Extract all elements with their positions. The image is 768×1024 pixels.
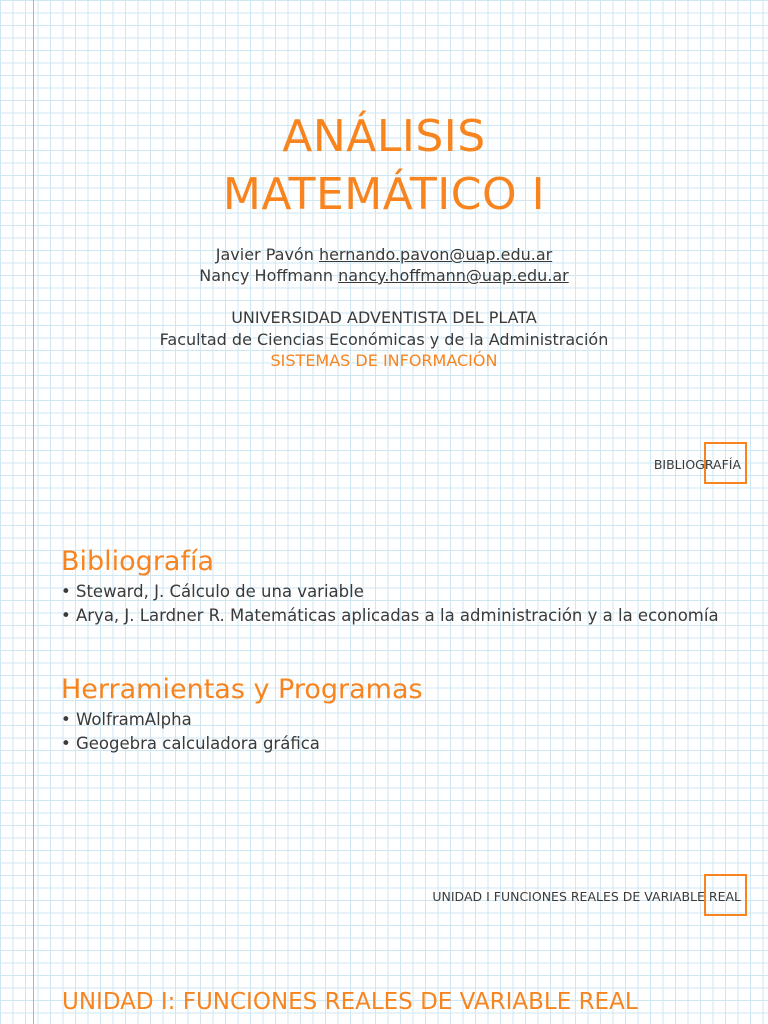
list-item: • WolframAlpha xyxy=(61,710,192,729)
author-1-name: Javier Pavón xyxy=(215,245,314,264)
program-name: SISTEMAS DE INFORMACIÓN xyxy=(270,351,498,370)
page-title xyxy=(0,108,768,224)
faculty-name: Facultad de Ciencias Económicas y de la Administración xyxy=(159,329,609,349)
unidad1-heading: UNIDAD I: FUNCIONES REALES DE VARIABLE REAL xyxy=(62,989,638,1015)
institution-block xyxy=(0,307,768,372)
university-name: UNIVERSIDAD ADVENTISTA DEL PLATA xyxy=(231,308,537,327)
list-item: • Geogebra calculadora gráfica xyxy=(61,733,320,753)
herramientas-section xyxy=(61,672,751,755)
author-2-name: Nancy Hoffmann xyxy=(199,266,334,285)
author-1-email-link[interactable]: hernando.pavon@uap.edu.ar xyxy=(318,245,553,264)
title-line-2: MATEMÁTICO I xyxy=(222,169,546,220)
list-item: • Arya, J. Lardner R. Matemáticas aplicadas a la administración y a la economía xyxy=(61,605,719,625)
section-marker-box xyxy=(704,442,747,484)
bibliografia-section xyxy=(61,544,751,627)
herramientas-heading: Herramientas y Programas xyxy=(61,674,423,705)
section-tag-bibliografia[interactable] xyxy=(654,442,741,486)
section-marker-box xyxy=(704,874,747,916)
author-1 xyxy=(0,244,768,265)
bibliografia-heading: Bibliografía xyxy=(61,546,215,577)
authors-block xyxy=(0,244,768,286)
bibliografia-list xyxy=(61,580,751,627)
title-line-1: ANÁLISIS xyxy=(282,111,486,162)
list-item: • Steward, J. Cálculo de una variable xyxy=(61,582,364,601)
section-tag-bibliografia-label: BIBLIOGRAFÍA xyxy=(653,456,741,472)
section-tag-unidad1[interactable] xyxy=(432,874,741,918)
author-2-email-link[interactable]: nancy.hoffmann@uap.edu.ar xyxy=(338,266,569,285)
section-tag-unidad1-label: UNIDAD I FUNCIONES REALES DE VARIABLE REAL xyxy=(432,888,741,904)
author-2 xyxy=(0,265,768,286)
herramientas-list xyxy=(61,708,751,755)
